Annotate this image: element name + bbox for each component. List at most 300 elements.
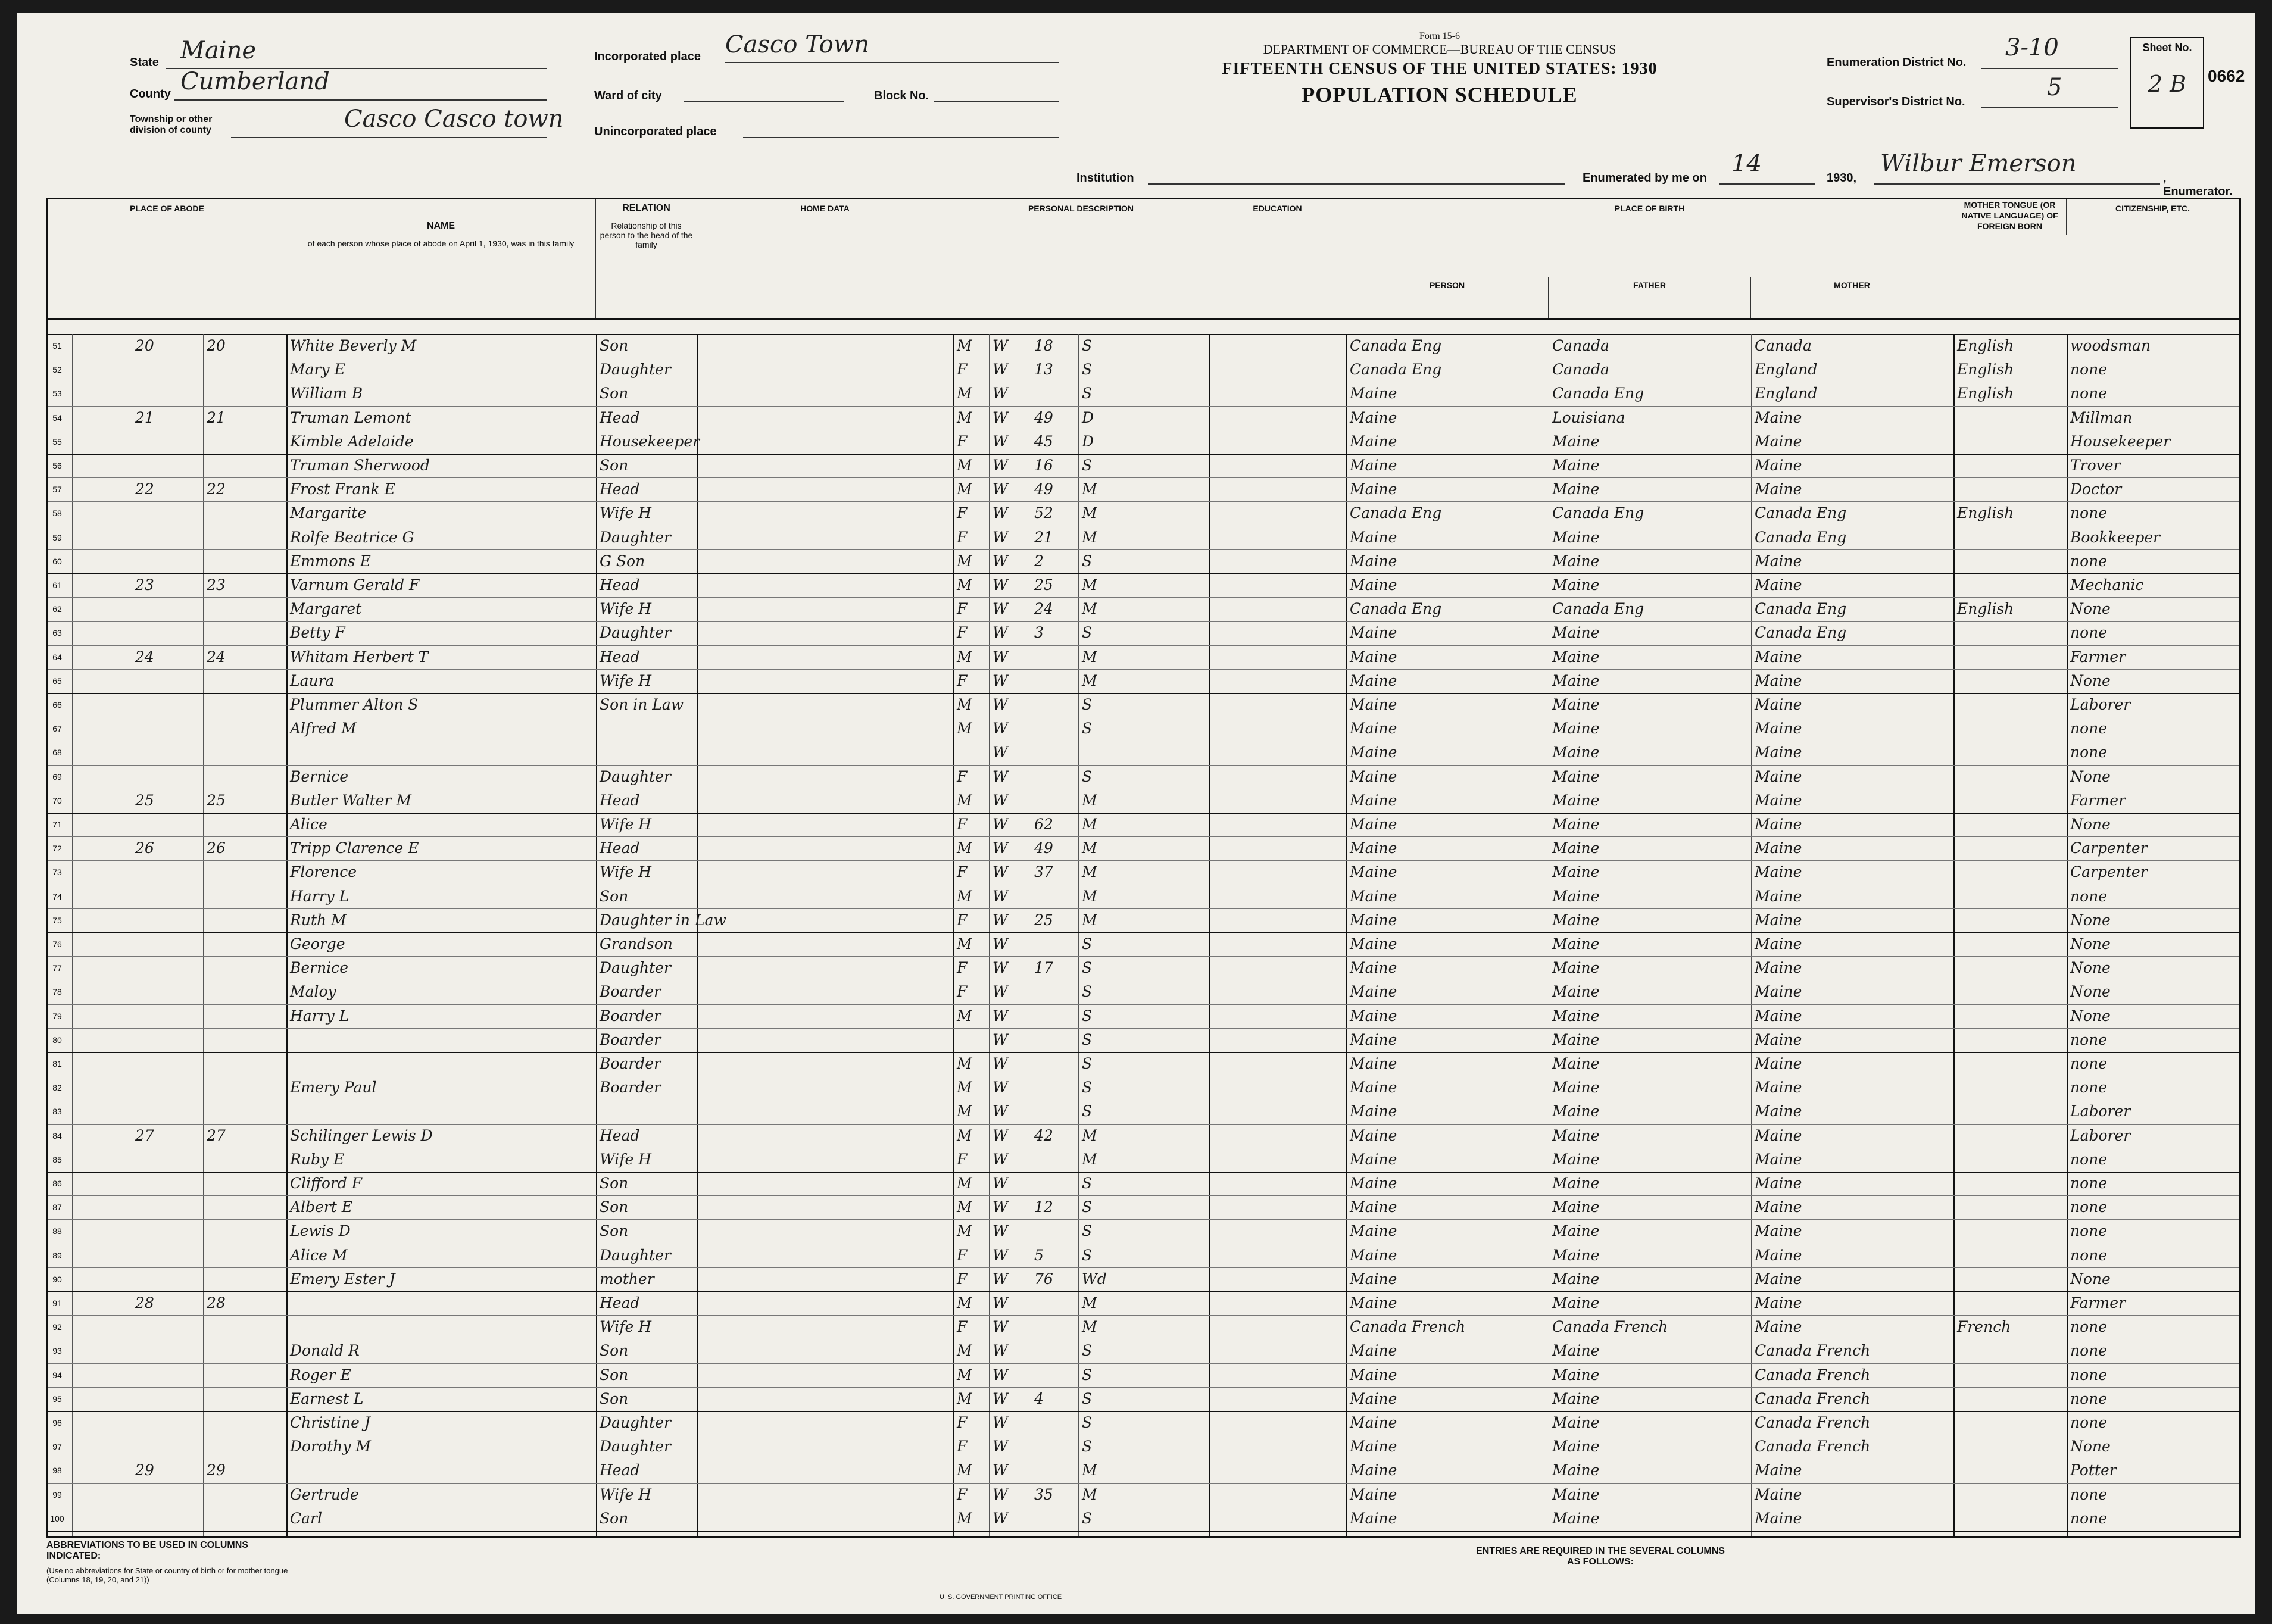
film-stamp: 0662 — [2208, 67, 2245, 85]
table-row — [48, 645, 2239, 670]
cell-mbp: Canada Eng — [1755, 624, 1847, 642]
col-person: PERSON — [1346, 277, 1549, 318]
cell-ms: M — [1082, 1126, 1097, 1144]
cell-n: 95 — [52, 1394, 62, 1404]
cell-fam — [203, 1244, 286, 1267]
cell-occ: none — [2070, 1342, 2108, 1360]
cell-tongue — [1953, 621, 2067, 645]
cell-bp: Maine — [1350, 1198, 1397, 1216]
cell-dw — [132, 860, 203, 884]
cell-rel: Wife H — [600, 816, 652, 833]
cell-rel: Son — [600, 1175, 629, 1192]
incorporated-value: Casco Town — [725, 31, 869, 58]
cell-name: Gertrude — [290, 1485, 359, 1503]
cell-dw — [132, 1219, 203, 1243]
cell-occ: none — [2070, 1246, 2108, 1264]
cell-mbp: Canada French — [1755, 1414, 1871, 1431]
cell-fbp: Maine — [1552, 1198, 1600, 1216]
cell-occ: None — [2070, 1270, 2111, 1288]
cell-sex: M — [957, 696, 972, 713]
enumerator-name: Wilbur Emerson — [1880, 150, 2077, 177]
cell-fam — [203, 1483, 286, 1507]
cell-name: Maloy — [290, 983, 336, 1001]
cell-dw — [132, 956, 203, 980]
cell-n: 99 — [52, 1489, 62, 1500]
cell-fbp: Maine — [1552, 935, 1600, 952]
cell-name: Earnest L — [290, 1389, 364, 1407]
cell-fbp: Maine — [1552, 1389, 1600, 1407]
cell-age: 17 — [1034, 959, 1053, 977]
cell-fbp: Maine — [1552, 1246, 1600, 1264]
cell-occ: None — [2070, 983, 2111, 1001]
table-row — [48, 1100, 2239, 1124]
cell-fbp: Maine — [1552, 720, 1600, 738]
cell-fbp: Maine — [1552, 959, 1600, 977]
ed-value: 3-10 — [2005, 34, 2059, 61]
cell-tongue — [1953, 885, 2067, 908]
cell-age: 76 — [1034, 1270, 1053, 1288]
cell-dw — [132, 454, 203, 477]
cell-race: W — [993, 1103, 1008, 1120]
cell-fbp: Canada Eng — [1552, 385, 1644, 402]
cell-n: 83 — [52, 1107, 62, 1117]
cell-name: Carl — [290, 1509, 322, 1527]
cell-bp: Maine — [1350, 1126, 1397, 1144]
cell-fbp: Maine — [1552, 648, 1600, 666]
cell-fam: 29 — [207, 1461, 226, 1479]
cell-n: 53 — [52, 389, 62, 399]
cell-race: W — [993, 504, 1008, 522]
entries-title: ENTRIES ARE REQUIRED IN THE SEVERAL COLUMNS AS FOLLOWS: — [1476, 1546, 1725, 1567]
block-label: Block No. — [874, 89, 929, 102]
cell-sex: M — [957, 1103, 972, 1120]
cell-tongue — [1953, 430, 2067, 454]
cell-age — [1031, 932, 1078, 956]
cell-tongue — [1953, 1339, 2067, 1363]
cell-fam — [203, 1052, 286, 1076]
cell-name: Albert E — [290, 1198, 353, 1216]
cell-fam — [203, 908, 286, 932]
cell-occ: none — [2070, 1175, 2108, 1192]
ed-label: Enumeration District No. — [1827, 56, 1967, 69]
cell-fam — [203, 860, 286, 884]
cell-mbp: Maine — [1755, 1030, 1802, 1048]
table-row — [48, 765, 2239, 789]
group-home-data: HOME DATA — [697, 199, 953, 217]
table-row — [48, 1507, 2239, 1532]
cell-rel: Daughter in Law — [600, 911, 726, 929]
cell-race: W — [993, 1175, 1008, 1192]
cell-sex: M — [957, 385, 972, 402]
cell-fbp: Maine — [1552, 863, 1600, 881]
cell-dw — [132, 1244, 203, 1267]
cell-ms: S — [1082, 720, 1093, 738]
sheet-footer — [46, 1540, 2237, 1606]
cell-mbp: Maine — [1755, 816, 1802, 833]
cell-age: 49 — [1034, 408, 1053, 426]
cell-sex: M — [957, 1055, 972, 1072]
cell-mbp: Maine — [1755, 457, 1802, 474]
cell-occ: Laborer — [2070, 696, 2131, 713]
cell-sex: M — [957, 1126, 972, 1144]
cell-sex: F — [957, 624, 968, 642]
cell-n: 75 — [52, 915, 62, 925]
cell-fbp: Canada — [1552, 337, 1609, 354]
cell-occ: Farmer — [2070, 1294, 2126, 1311]
cell-tongue: English — [1957, 361, 2014, 379]
cell-bp: Maine — [1350, 624, 1397, 642]
cell-mbp: Maine — [1755, 480, 1802, 498]
cell-tongue — [1953, 693, 2067, 717]
cell-dw: 23 — [135, 576, 154, 594]
cell-n: 58 — [52, 508, 62, 519]
group-place-of-abode: PLACE OF ABODE — [48, 199, 286, 217]
cell-fbp: Maine — [1552, 528, 1600, 546]
cell-race: W — [993, 1198, 1008, 1216]
cell-rel: mother — [600, 1270, 654, 1288]
cell-age — [1031, 765, 1078, 789]
cell-bp: Maine — [1350, 648, 1397, 666]
cell-age — [1031, 1363, 1078, 1387]
cell-tongue — [1953, 1052, 2067, 1076]
cell-mbp: Maine — [1755, 1103, 1802, 1120]
cell-name: Ruby E — [290, 1150, 345, 1168]
cell-name: Margaret — [290, 600, 362, 618]
cell-sex: F — [957, 863, 968, 881]
cell-dw — [132, 717, 203, 741]
cell-occ: Farmer — [2070, 648, 2126, 666]
cell-occ: Potter — [2070, 1461, 2117, 1479]
cell-rel: Head — [600, 480, 640, 498]
cell-fbp: Maine — [1552, 1030, 1600, 1048]
cell-ms: S — [1082, 767, 1093, 785]
cell-n: 98 — [52, 1466, 62, 1476]
cell-rel: Son — [600, 887, 629, 905]
cell-occ: Housekeeper — [2070, 432, 2171, 450]
cell-mbp: Maine — [1755, 767, 1802, 785]
cell-fam: 26 — [207, 839, 226, 857]
cell-age — [1031, 1148, 1078, 1172]
cell-age — [1031, 382, 1078, 405]
cell-mbp: Canada French — [1755, 1342, 1871, 1360]
cell-age: 18 — [1034, 337, 1053, 354]
cell-race: W — [993, 1270, 1008, 1288]
cell-sex: M — [957, 1461, 972, 1479]
cell-bp: Canada Eng — [1350, 337, 1442, 354]
cell-occ: none — [2070, 1055, 2108, 1072]
cell-rel: Wife H — [600, 1318, 652, 1336]
cell-fbp: Canada Eng — [1552, 600, 1644, 618]
cell-name: Lewis D — [290, 1222, 351, 1240]
cell-race: W — [993, 1222, 1008, 1240]
cell-tongue — [1953, 1219, 2067, 1243]
cell-race: W — [993, 600, 1008, 618]
cell-name: Margarite — [290, 504, 367, 522]
cell-fam: 24 — [207, 648, 226, 666]
cell-occ: none — [2070, 1389, 2108, 1407]
cell-fbp: Maine — [1552, 1126, 1600, 1144]
cell-name: Roger E — [290, 1366, 351, 1383]
state-value: Maine — [180, 37, 257, 64]
cell-race: W — [993, 1246, 1008, 1264]
cell-sex: M — [957, 791, 972, 809]
cell-mbp: Maine — [1755, 1318, 1802, 1336]
cell-age: 52 — [1034, 504, 1053, 522]
cell-dw: 27 — [135, 1126, 154, 1144]
cell-rel: Boarder — [600, 1030, 661, 1048]
cell-fam — [203, 454, 286, 477]
cell-sex: M — [957, 576, 972, 594]
cell-fbp: Maine — [1552, 791, 1600, 809]
cell-ms: M — [1082, 839, 1097, 857]
cell-sex: F — [957, 1414, 968, 1431]
cell-fam — [203, 1267, 286, 1291]
cell-ms: S — [1082, 337, 1093, 354]
cell-n: 76 — [52, 939, 62, 949]
cell-dw — [132, 1172, 203, 1195]
cell-mbp: Maine — [1755, 1222, 1802, 1240]
cell-rel: Son — [600, 337, 629, 354]
cell-rel: Son in Law — [600, 696, 684, 713]
cell-occ: None — [2070, 935, 2111, 952]
cell-race: W — [993, 1007, 1008, 1025]
cell-sex: F — [957, 504, 968, 522]
cell-rel: Head — [600, 408, 640, 426]
cell-sex: F — [957, 959, 968, 977]
cell-mbp: Maine — [1755, 696, 1802, 713]
cell-bp: Canada Eng — [1350, 504, 1442, 522]
cell-n: 67 — [52, 724, 62, 734]
cell-name: Emery Ester J — [290, 1270, 395, 1288]
cell-tongue — [1953, 908, 2067, 932]
cell-n: 72 — [52, 844, 62, 854]
cell-occ: none — [2070, 1150, 2108, 1168]
cell-tongue — [1953, 1411, 2067, 1435]
cell-n: 78 — [52, 987, 62, 997]
cell-mbp: Canada — [1755, 337, 1812, 354]
cell-tongue — [1953, 932, 2067, 956]
cell-bp: Maine — [1350, 959, 1397, 977]
cell-n: 90 — [52, 1274, 62, 1284]
cell-sex: M — [957, 1222, 972, 1240]
cell-occ: None — [2070, 911, 2111, 929]
cell-mbp: Maine — [1755, 408, 1802, 426]
cell-ms: S — [1082, 696, 1093, 713]
table-row — [48, 1435, 2239, 1459]
cell-name — [286, 741, 596, 764]
cell-occ: Trover — [2070, 457, 2121, 474]
cell-fbp: Maine — [1552, 1175, 1600, 1192]
cell-n: 93 — [52, 1346, 62, 1356]
cell-tongue — [1953, 836, 2067, 860]
cell-age: 49 — [1034, 839, 1053, 857]
cell-age: 21 — [1034, 528, 1053, 546]
cell-sex: F — [957, 528, 968, 546]
cell-occ: Mechanic — [2070, 576, 2144, 594]
cell-n: 96 — [52, 1418, 62, 1428]
cell-name: Whitam Herbert T — [290, 648, 429, 666]
cell-n: 61 — [52, 580, 62, 590]
cell-fbp: Maine — [1552, 911, 1600, 929]
cell-race: W — [993, 863, 1008, 881]
cell-fam — [203, 669, 286, 693]
cell-dw — [132, 1315, 203, 1339]
cell-n: 92 — [52, 1322, 62, 1332]
cell-tongue: English — [1957, 337, 2014, 354]
table-row — [48, 382, 2239, 406]
cell-mbp: Maine — [1755, 935, 1802, 952]
cell-race: W — [993, 816, 1008, 833]
cell-age — [1031, 1100, 1078, 1123]
cell-rel: Daughter — [600, 361, 671, 379]
sd-label: Supervisor's District No. — [1827, 95, 1965, 108]
cell-n: 85 — [52, 1154, 62, 1164]
cell-occ: None — [2070, 1007, 2111, 1025]
cell-dw — [132, 382, 203, 405]
cell-rel: Grandson — [600, 935, 673, 952]
cell-age: 45 — [1034, 432, 1053, 450]
abbrev-note: (Use no abbreviations for State or country of birth or for mother tongue (Columns 18, 19, 20, and 21)) — [46, 1566, 288, 1584]
cell-fbp: Maine — [1552, 624, 1600, 642]
group-place-of-birth: PLACE OF BIRTH — [1346, 199, 1953, 217]
cell-rel: Head — [600, 839, 640, 857]
cell-age — [1031, 1028, 1078, 1052]
cell-tongue: French — [1957, 1318, 2011, 1336]
cell-sex: F — [957, 983, 968, 1001]
unincorporated-label: Unincorporated place — [594, 125, 717, 138]
cell-mbp: Canada Eng — [1755, 504, 1847, 522]
cell-sex: M — [957, 337, 972, 354]
cell-tongue — [1953, 741, 2067, 764]
cell-sex: F — [957, 767, 968, 785]
cell-bp: Canada Eng — [1350, 600, 1442, 618]
cell-rel: Daughter — [600, 959, 671, 977]
cell-dw — [132, 813, 203, 836]
cell-sex: M — [957, 839, 972, 857]
cell-tongue — [1953, 980, 2067, 1004]
cell-occ: none — [2070, 744, 2108, 761]
cell-race: W — [993, 432, 1008, 450]
cell-age — [1031, 980, 1078, 1004]
cell-tongue — [1953, 1124, 2067, 1148]
cell-sex — [953, 741, 989, 764]
cell-age: 25 — [1034, 576, 1053, 594]
cell-bp: Maine — [1350, 791, 1397, 809]
cell-fbp: Maine — [1552, 1222, 1600, 1240]
cell-fbp: Maine — [1552, 1294, 1600, 1311]
cell-bp: Canada Eng — [1350, 361, 1442, 379]
table-row — [48, 1483, 2239, 1507]
township-value: Casco Casco town — [344, 105, 564, 133]
cell-fam — [203, 885, 286, 908]
cell-n: 62 — [52, 604, 62, 614]
cell-name: Butler Walter M — [290, 791, 411, 809]
cell-occ: none — [2070, 1414, 2108, 1431]
cell-occ: None — [2070, 600, 2111, 618]
cell-sex: M — [957, 1079, 972, 1097]
cell-dw — [132, 549, 203, 573]
cell-name — [286, 1315, 596, 1339]
cell-dw: 26 — [135, 839, 154, 857]
cell-race: W — [993, 528, 1008, 546]
cell-n: 86 — [52, 1179, 62, 1188]
cell-mbp: Maine — [1755, 959, 1802, 977]
cell-mbp: Maine — [1755, 1150, 1802, 1168]
table-row — [48, 621, 2239, 645]
cell-sex: M — [957, 1509, 972, 1527]
cell-age — [1031, 1315, 1078, 1339]
cell-sex: M — [957, 1175, 972, 1192]
cell-n: 60 — [52, 556, 62, 566]
cell-tongue — [1953, 717, 2067, 741]
print-note: U. S. GOVERNMENT PRINTING OFFICE — [940, 1594, 1062, 1601]
cell-name: Alice M — [290, 1246, 348, 1264]
cell-mbp: Maine — [1755, 863, 1802, 881]
cell-n: 91 — [52, 1298, 62, 1308]
cell-name: Varnum Gerald F — [290, 576, 420, 594]
cell-name — [286, 1100, 596, 1123]
cell-age: 37 — [1034, 863, 1053, 881]
table-row — [48, 1363, 2239, 1388]
cell-rel: Son — [600, 1366, 629, 1383]
cell-race: W — [993, 457, 1008, 474]
cell-name: Dorothy M — [290, 1438, 371, 1456]
cell-occ: Laborer — [2070, 1103, 2131, 1120]
cell-ms: S — [1082, 1030, 1093, 1048]
cell-mbp: Maine — [1755, 552, 1802, 570]
cell-age — [1031, 1339, 1078, 1363]
cell-ms: S — [1082, 1007, 1093, 1025]
cell-fbp: Maine — [1552, 672, 1600, 689]
cell-ms: M — [1082, 1485, 1097, 1503]
cell-bp: Maine — [1350, 767, 1397, 785]
cell-ms: S — [1082, 1389, 1093, 1407]
cell-age: 16 — [1034, 457, 1053, 474]
table-row — [48, 717, 2239, 741]
cell-occ: none — [2070, 1198, 2108, 1216]
table-row — [48, 956, 2239, 980]
cell-ms: S — [1082, 1103, 1093, 1120]
sd-value: 5 — [2047, 74, 2062, 101]
abbrev-title: ABBREVIATIONS TO BE USED IN COLUMNS INDICATED: — [46, 1540, 248, 1561]
cell-dw — [132, 1004, 203, 1028]
cell-tongue — [1953, 669, 2067, 693]
cell-sex: M — [957, 887, 972, 905]
table-row — [48, 406, 2239, 430]
cell-rel: Head — [600, 1461, 640, 1479]
table-row — [48, 430, 2239, 455]
cell-fbp: Maine — [1552, 1461, 1600, 1479]
cell-mbp: Maine — [1755, 1294, 1802, 1311]
table-row — [48, 789, 2239, 814]
cell-fam — [203, 358, 286, 382]
cell-age — [1031, 1411, 1078, 1435]
cell-mbp: Maine — [1755, 1509, 1802, 1527]
cell-fam: 20 — [207, 337, 226, 354]
table-row — [48, 932, 2239, 957]
cell-n: 68 — [52, 748, 62, 758]
cell-fam — [203, 382, 286, 405]
cell-age — [1031, 1291, 1078, 1315]
cell-age — [1031, 669, 1078, 693]
cell-race: W — [993, 767, 1008, 785]
cell-fam: 27 — [207, 1126, 226, 1144]
cell-bp: Maine — [1350, 1366, 1397, 1383]
cell-race: W — [993, 576, 1008, 594]
cell-dw — [132, 1148, 203, 1172]
cell-n: 100 — [50, 1513, 64, 1523]
cell-n: 88 — [52, 1226, 62, 1236]
